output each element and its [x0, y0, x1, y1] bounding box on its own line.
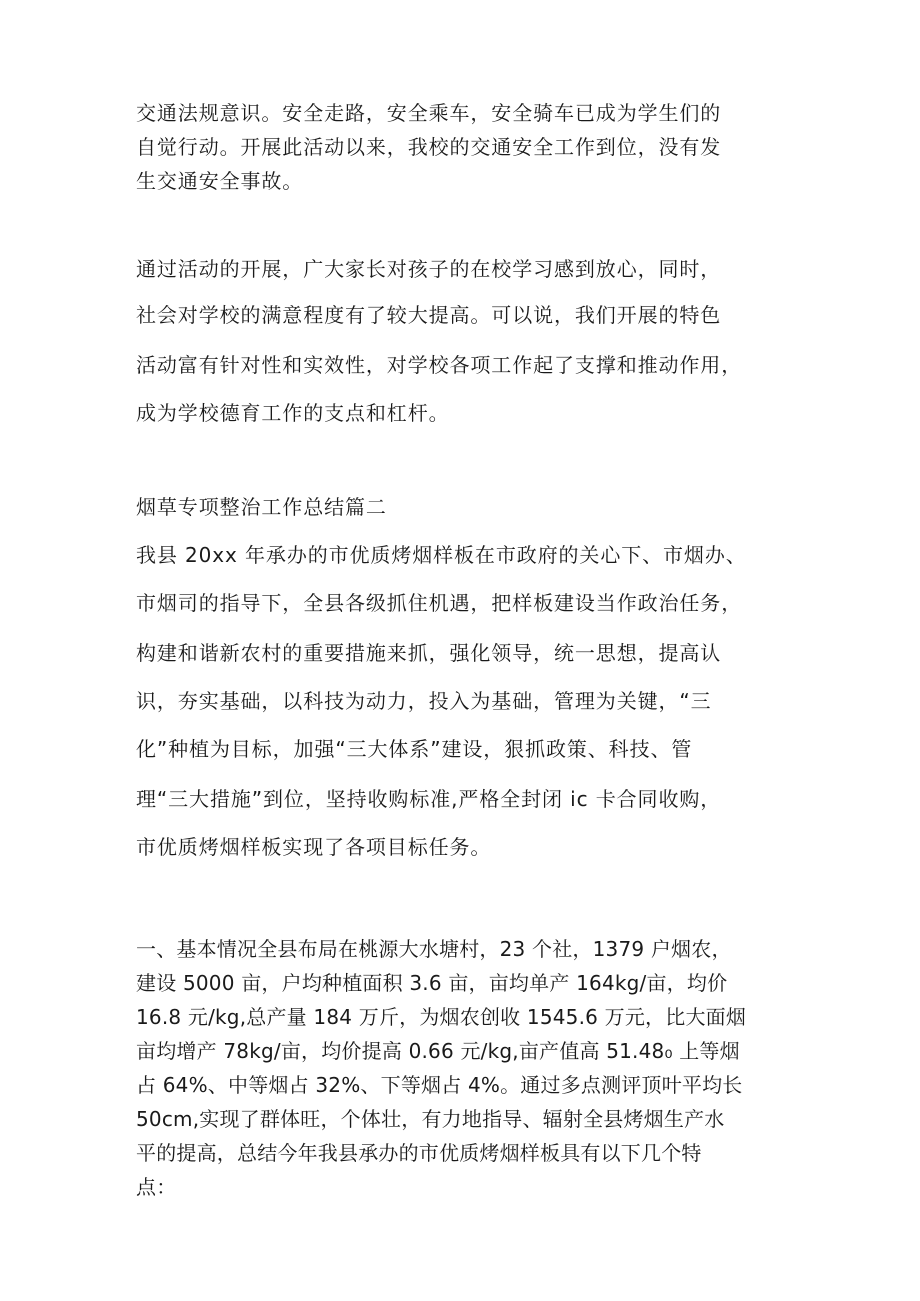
paragraph-4-line-5: 占 64%、中等烟占 32%、下等烟占 4%。通过多点测评顶叶平均长 [136, 1073, 743, 1097]
paragraph-1-line-2: 自觉行动。开展此活动以来，我校的交通安全工作到位，没有发 [136, 135, 722, 159]
paragraph-4-line-6: 50cm,实现了群体旺，个体壮，有力地指导、辐射全县烤烟生产水 [136, 1107, 725, 1131]
paragraph-2-line-4: 成为学校德育工作的支点和杠杆。 [136, 401, 450, 425]
section-heading: 烟草专项整治工作总结篇二 [136, 495, 387, 519]
paragraph-1-line-3: 生交通安全事故。 [136, 169, 304, 193]
paragraph-4-line-4: 亩均增产 78kg/亩，均价提高 0.66 元/kg,亩产值高 51.48₀ 上等烟 [136, 1039, 740, 1063]
paragraph-3-line-6: 理“三大措施”到位，坚持收购标准,严格全封闭 ic 卡合同收购， [136, 787, 722, 811]
paragraph-4-line-8: 点： [136, 1175, 177, 1199]
paragraph-2-line-2: 社会对学校的满意程度有了较大提高。可以说，我们开展的特色 [136, 303, 722, 327]
paragraph-3-line-5: 化”种植为目标，加强“三大体系”建设，狠抓政策、科技、管 [136, 737, 693, 761]
paragraph-4-line-2: 建设 5000 亩，户均种植面积 3.6 亩，亩均单产 164kg/亩，均价 [136, 971, 728, 995]
paragraph-3-line-7: 市优质烤烟样板实现了各项目标任务。 [136, 835, 492, 859]
paragraph-2-line-1: 通过活动的开展，广大家长对孩子的在校学习感到放心，同时， [136, 257, 722, 281]
paragraph-4-line-7: 平的提高，总结今年我县承办的市优质烤烟样板具有以下几个特 [136, 1141, 702, 1165]
paragraph-3-line-1: 我县 20xx 年承办的市优质烤烟样板在市政府的关心下、市烟办、 [136, 543, 747, 567]
paragraph-4-line-3: 16.8 元/kg,总产量 184 万斤，为烟农创收 1545.6 万元，比大面烟 [136, 1005, 747, 1029]
paragraph-3-line-3: 构建和谐新农村的重要措施来抓，强化领导，统一思想，提高认 [136, 641, 722, 665]
paragraph-2-line-3: 活动富有针对性和实效性，对学校各项工作起了支撑和推动作用， [136, 353, 743, 377]
paragraph-4-line-1: 一、基本情况全县布局在桃源大水塘村，23 个社，1379 户烟农， [136, 937, 732, 961]
paragraph-1-line-1: 交通法规意识。安全走路，安全乘车，安全骑车已成为学生们的 [136, 101, 722, 125]
paragraph-3-line-2: 市烟司的指导下，全县各级抓住机遇，把样板建设当作政治任务， [136, 591, 743, 615]
paragraph-3-line-4: 识，夯实基础，以科技为动力，投入为基础，管理为关键，“三 [136, 689, 712, 713]
